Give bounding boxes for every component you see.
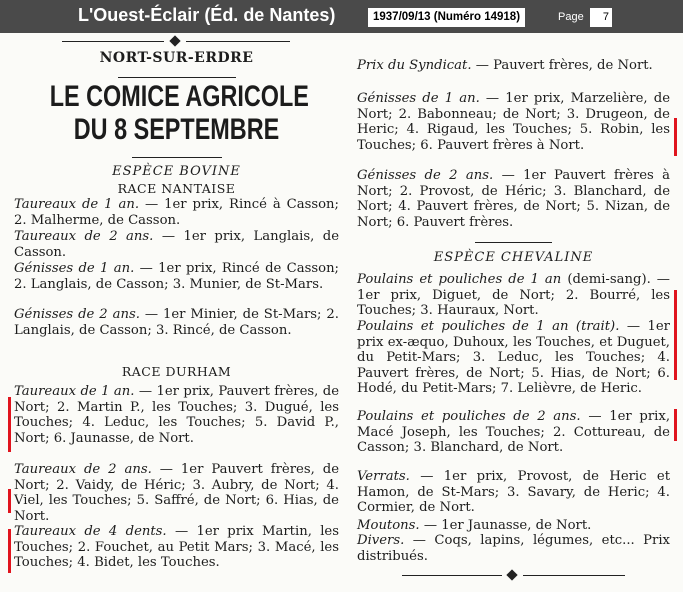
- award-paragraph: Prix du Syndicat. — Pauvert frères, de Nort.: [357, 58, 653, 73]
- end-rule-right: [523, 575, 625, 576]
- award-paragraph: Poulains et pouliches de 2 ans. — 1er prix, Macé Joseph, les Touches; 2. Cottureau, de Casson; 3. Blanchard, de Nort.: [357, 409, 671, 456]
- section-rule: [475, 242, 552, 243]
- end-ornament: [506, 569, 517, 580]
- highlight-mark: [674, 118, 677, 156]
- highlight-mark: [674, 409, 677, 441]
- top-ornament: [169, 35, 180, 46]
- award-paragraph: Poulains et pouliches de 1 an (trait). — 1er prix ex-æquo, Duhoux, les Touches, et Duguet, du Petit-Mars; 3. Leduc, les Touches; 4. Pauvert frères, de Nort; 5. Hias, de Nort; 6. Hodé, du Petit-Mars; 7. Lelièvre, de Heric.: [357, 319, 670, 397]
- highlight-mark: [674, 290, 677, 380]
- headline-line-2: DU 8 SEPTEMBRE: [73, 113, 280, 146]
- article-location: NORT-SUR-ERDRE: [99, 50, 254, 66]
- award-paragraph: Poulains et pouliches de 1 an (demi-sang). — 1er prix, Diguet, de Nort; 2. Bourré, les Touches; 3. Hauraux, Nort.: [357, 272, 670, 319]
- page-number-field[interactable]: 7: [590, 8, 612, 27]
- headline-line-1: LE COMICE AGRICOLE: [49, 80, 309, 113]
- award-paragraph: Divers. — Coqs, lapins, légumes, etc... Prix distribués.: [357, 533, 670, 564]
- top-rule-right: [186, 41, 290, 42]
- section-heading-bovine: ESPÈCE BOVINE: [112, 164, 241, 179]
- issue-date: 1937/09/13 (Numéro 14918): [368, 8, 525, 27]
- highlight-mark: [8, 529, 11, 573]
- gallica-header-bar: [0, 0, 683, 33]
- page-label: Page: [558, 11, 584, 23]
- highlight-mark: [8, 489, 11, 513]
- location-rule: [118, 77, 236, 78]
- newspaper-title[interactable]: L'Ouest-Éclair (Éd. de Nantes): [78, 5, 336, 25]
- race-heading-nantaise: RACE NANTAISE: [117, 181, 236, 196]
- award-paragraph: Taureaux de 4 dents. — 1er prix Martin, les Touches; 2. Fouchet, au Petit Mars; 3. Macé, les Touches; 4. Bidet, les Touches.: [14, 524, 339, 571]
- award-paragraph: Génisses de 2 ans. — 1er Minier, de St-Mars; 2. Langlais, de Casson; 3. Rincé, de Casson.: [14, 307, 339, 338]
- headline-rule: [132, 157, 222, 158]
- award-paragraph: Taureaux de 2 ans. — 1er Pauvert frères, de Nort; 2. Vaidy, de Héric; 3. Aubry, de Nort; 4. Viel, les Touches; 5. Saffré, de Nort; 6. Hias, de Nort.: [14, 462, 339, 524]
- award-paragraph: Taureaux de 2 ans. — 1er prix, Langlais, de Casson.: [14, 229, 339, 260]
- award-paragraph: Taureaux de 1 an. — 1er prix, Rincé à Casson; 2. Malherme, de Casson.: [14, 197, 339, 228]
- award-paragraph: Verrats. — 1er prix, Provost, de Heric et Hamon, de St-Mars; 3. Savary, de Heric; 4. Cormier, de Nort.: [357, 469, 670, 516]
- award-paragraph: Génisses de 2 ans. — 1er Pauvert frères à Nort; 2. Provost, de Héric; 3. Blanchard, de Nort; 4. Pauvert frères, de Nort; 5. Nizan, de Nort; 6. Pauvert frères.: [357, 168, 670, 230]
- newspaper-page: [0, 33, 683, 592]
- section-heading-chevaline: ESPÈCE CHEVALINE: [433, 250, 594, 265]
- top-rule-left: [62, 41, 164, 42]
- highlight-mark: [8, 397, 11, 452]
- race-heading-durham: RACE DURHAM: [121, 364, 232, 379]
- award-paragraph: Génisses de 1 an. — 1er prix, Marzelière, de Nort; 2. Babonneau; de Nort; 3. Drugeon, de Heric; 4. Rigaud, les Touches; 5. Robin, les Touches; 6. Pauvert frères à Nort.: [357, 91, 670, 153]
- end-rule-left: [402, 575, 502, 576]
- award-paragraph: Moutons. — 1er Jaunasse, de Nort.: [357, 518, 592, 533]
- award-paragraph: Taureaux de 1 an. — 1er prix, Pauvert frères, de Nort; 2. Martin P., les Touches; 3. Dugué, les Touches; 4. Leduc, les Touches; 5. David P., Nort; 6. Jaunasse, de Nort.: [14, 384, 339, 446]
- award-paragraph: Génisses de 1 an. — 1er prix, Rincé de Casson; 2. Langlais, de Casson; 3. Munier, de St-Mars.: [14, 261, 340, 292]
